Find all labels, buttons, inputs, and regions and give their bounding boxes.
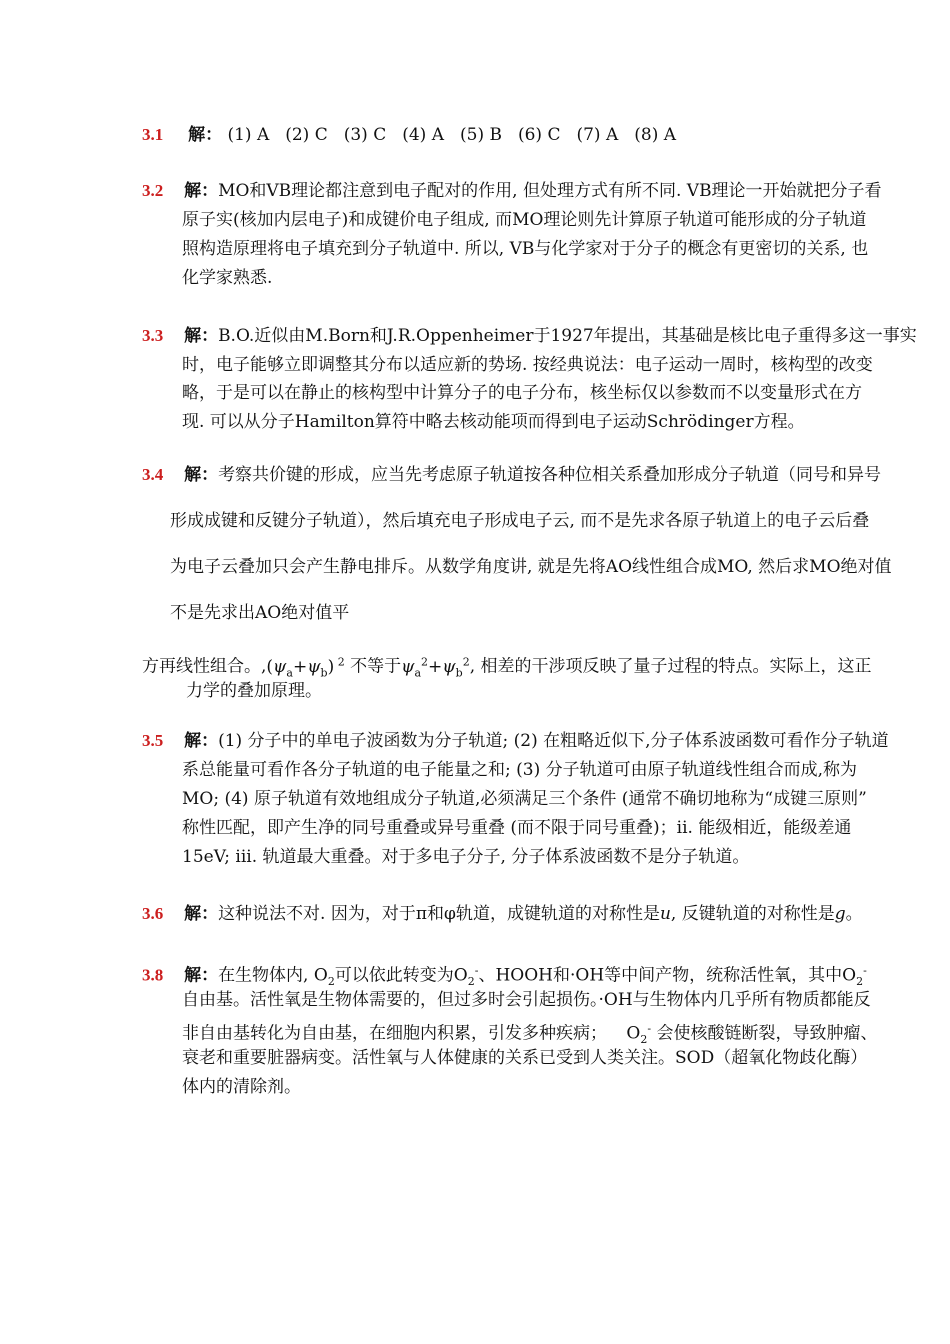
q38-text: 会使核酸链断裂，导致肿瘤、	[656, 1023, 878, 1044]
q33-line-3	[182, 382, 862, 404]
q34-line-last	[186, 680, 322, 702]
q31-option: (7) A	[576, 125, 619, 145]
answer-colon: ：	[201, 904, 219, 924]
q31-option: (5) B	[460, 125, 502, 145]
q36-text: 这种说法不对. 因为，对于π和φ轨道，成键轨道的对称性是	[218, 904, 660, 924]
q35-line-2	[182, 759, 857, 781]
q31-option: (4) A	[402, 125, 444, 145]
subscript: 2	[327, 975, 335, 989]
answer-label: 解	[184, 465, 202, 485]
q36-text: 。	[845, 904, 863, 924]
answer-colon: ：	[201, 465, 219, 485]
q38-text: 可以依此转变为O	[334, 965, 468, 986]
q32-line-3	[182, 238, 868, 260]
q34-text: , 相差的干涉项反映了量子过程的特点。实际上，这正	[469, 656, 872, 677]
q32-text: MO和VB理论都注意到电子配对的作用, 但处理方式有所不同. VB理论一开始就把分子看	[218, 181, 882, 201]
q34-number: 3.4	[142, 465, 164, 484]
q34-line-2	[170, 510, 869, 532]
q33-text: B.O.近似由M.Born和J.R.Oppenheimer于1927年提出，其基础是核比电子重得多这一事实	[218, 326, 917, 346]
answer-label: 解	[184, 965, 202, 986]
q36-text: , 反键轨道的对称性是	[670, 904, 835, 924]
q38-text: 体内的清除剂。	[182, 1077, 301, 1097]
q38-text: 非自由基转化为自由基，在细胞内积累，引发多种疾病；	[182, 1023, 607, 1044]
q35-line-5	[182, 846, 749, 868]
q31-option: (3) C	[343, 125, 387, 145]
q35-line-1	[142, 730, 889, 752]
sum-formula: $\psi_a^2+\psi_b^2$	[401, 655, 470, 680]
answer-colon: ：	[205, 125, 223, 145]
q32-line-2	[182, 209, 866, 231]
q31-option: (8) A	[634, 125, 677, 145]
q33-number: 3.3	[142, 326, 164, 345]
q33-line-1	[142, 325, 917, 347]
q36-number: 3.6	[142, 904, 164, 923]
q33-line-2	[182, 354, 873, 376]
q32-line-4	[182, 267, 272, 289]
q38-text: 衰老和重要脏器病变。活性氧与人体健康的关系已受到人类关注。SOD（超氧化物歧化酶）	[182, 1048, 868, 1068]
q35-line-3	[182, 788, 867, 810]
q32-text: 原子实(核加内层电子)和成键价电子组成, 而MO理论则先计算原子轨道可能形成的分子轨道	[182, 210, 867, 230]
q34-text: 形成成键和反键分子轨道），然后填充电子形成电子云, 而不是先求各原子轨道上的电子云后叠	[170, 511, 870, 531]
answer-label: 解	[184, 326, 202, 346]
q31-option: (6) C	[517, 125, 561, 145]
q34-line-3	[170, 556, 892, 578]
answer-colon: ：	[201, 965, 219, 986]
q38-text: 在生物体内, O	[218, 965, 328, 986]
q31-option: (2) C	[285, 125, 328, 145]
q33-line-4	[182, 411, 805, 433]
q32-line-1	[142, 180, 882, 202]
q38-line-5	[182, 1076, 301, 1098]
subscript: 2	[640, 1033, 648, 1047]
q38-text: 自由基。活性氧是生物体需要的，但过多时会引起损伤。·OH与生物体内几乎所有物质都能反	[182, 990, 871, 1010]
symmetry-u: u	[659, 904, 671, 924]
superscript: -	[863, 964, 867, 977]
q35-line-4	[182, 817, 851, 839]
q31-number: 3.1	[142, 125, 164, 144]
q34-text: 力学的叠加原理。	[186, 681, 322, 701]
q34-line-4	[170, 602, 349, 624]
q35-text: 15eV; iii. 轨道最大重叠。对于多电子分子, 分子体系波函数不是分子轨道。	[182, 847, 750, 867]
q38-line-2	[182, 989, 871, 1011]
q34-text: 不等于	[350, 656, 402, 677]
answer-colon: ：	[201, 326, 219, 346]
answer-label: 解	[184, 731, 202, 751]
q38-number: 3.8	[142, 965, 164, 985]
answer-label: 解	[188, 125, 206, 145]
q35-text: (1) 分子中的单电子波函数为分子轨道; (2) 在粗略近似下,分子体系波函数可看作分子轨道	[218, 731, 889, 751]
q34-text: 方再线性组合。,	[142, 656, 267, 677]
q38-text: 、HOOH和·OH等中间产物，统称活性氧，其中O	[478, 965, 857, 986]
superposition-formula: $(\psi_a+\psi_b)$ $^2$	[266, 655, 345, 680]
q34-line-1	[142, 464, 881, 486]
q33-text: 时，电子能够立即调整其分布以适应新的势场. 按经典说法：电子运动一周时，核构型的改变	[182, 355, 873, 375]
subscript: 2	[467, 975, 475, 989]
q34-text: 为电子云叠加只会产生静电排斥。从数学角度讲, 就是先将AO线性组合成MO, 然后求MO绝对值	[170, 557, 892, 577]
answer-label: 解	[184, 181, 202, 201]
q34-text: 不是先求出AO绝对值平	[170, 603, 350, 623]
q35-text: 称性匹配，即产生净的同号重叠或异号重叠 (而不限于同号重叠)；ii. 能级相近，能级差通	[182, 818, 852, 838]
q32-text: 照构造原理将电子填充到分子轨道中. 所以, VB与化学家对于分子的概念有更密切的关系, 也	[182, 239, 869, 259]
q31-line	[142, 124, 692, 146]
q32-number: 3.2	[142, 181, 164, 200]
q31-option: (1) A	[227, 125, 270, 145]
q36-line-1	[142, 903, 863, 925]
q34-text: 考察共价键的形成，应当先考虑原子轨道按各种位相关系叠加形成分子轨道（同号和异号	[218, 465, 882, 485]
q35-text: 系总能量可看作各分子轨道的电子能量之和; (3) 分子轨道可由原子轨道线性组合而成,称为	[182, 760, 858, 780]
answer-colon: ：	[201, 731, 219, 751]
superscript: -	[474, 964, 479, 977]
q38-line-3: 非自由基转化为自由基，在细胞内积累，引发多种疾病； $O_2^-$ 会使核酸链断裂，导致肿瘤、	[182, 1022, 878, 1047]
symmetry-g: g	[834, 904, 846, 924]
q35-text: MO; (4) 原子轨道有效地组成分子轨道,必须满足三个条件 (通常不确切地称为“成键三原则”	[182, 789, 867, 809]
answer-colon: ：	[201, 181, 219, 201]
q32-text: 化学家熟悉.	[182, 268, 273, 288]
q33-text: 现. 可以从分子Hamilton算符中略去核动能项而得到电子运动Schrödinger方程。	[182, 412, 805, 432]
q35-number: 3.5	[142, 731, 164, 750]
answer-label: 解	[184, 904, 202, 924]
subscript: 2	[856, 975, 864, 989]
q33-text: 略，于是可以在静止的核构型中计算分子的电子分布，核坐标仅以参数而不以变量形式在方	[182, 383, 862, 403]
superscript: -	[647, 1022, 652, 1035]
q38-line-4	[182, 1047, 867, 1069]
